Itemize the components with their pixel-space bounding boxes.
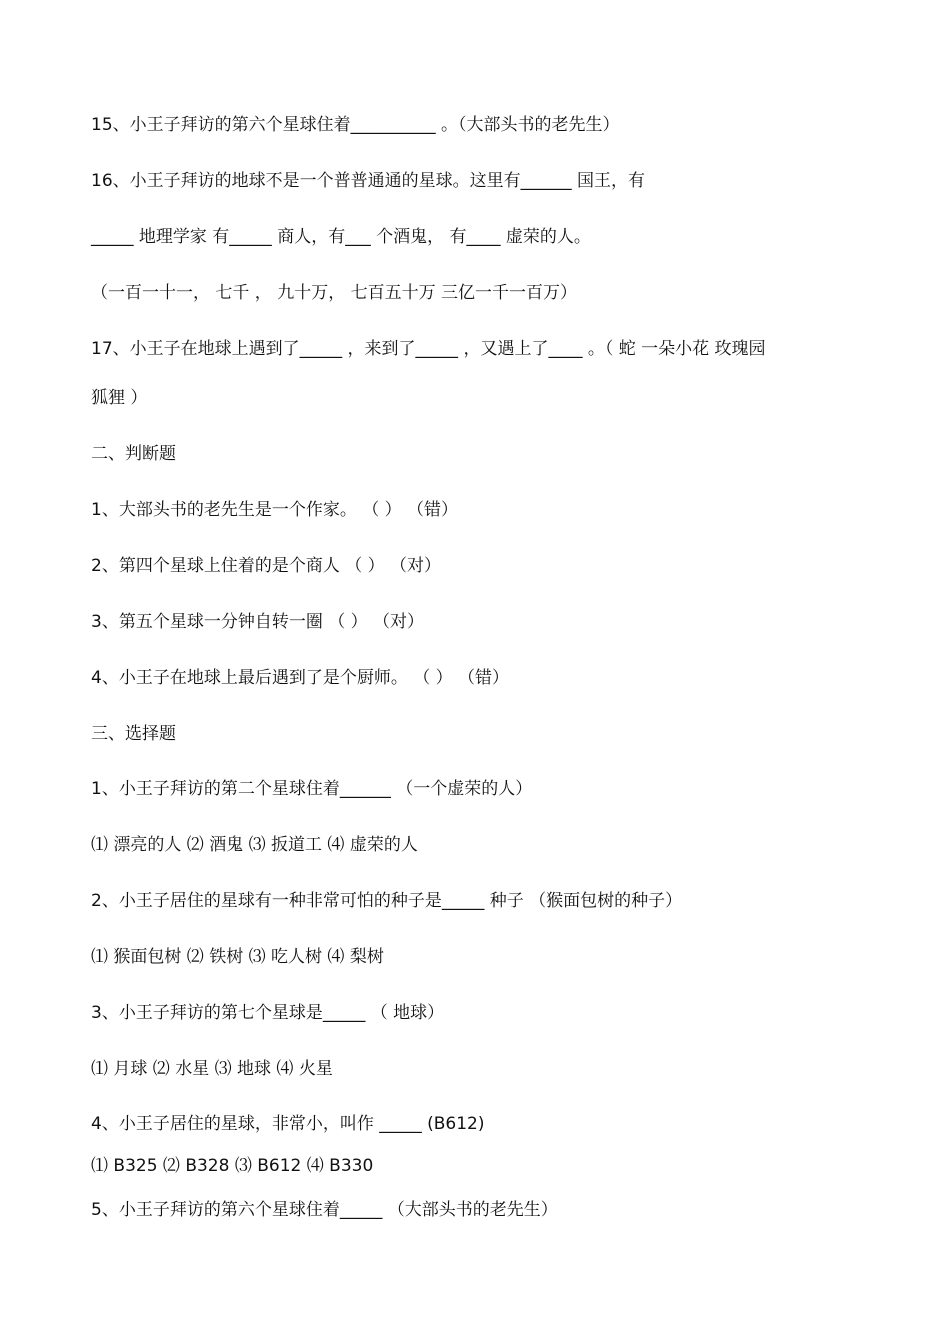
choice-options: ⑴ 月球 ⑵ 水星 ⑶ 地球 ⑷ 火星 [91, 1059, 333, 1079]
choice-question: 2、小王子居住的星球有一种非常可怕的种子是_____ 种子 （猴面包树的种子） [91, 891, 683, 911]
question-16-options: （一百一十一， 七千 ， 九十万， 七百五十万 三亿一千一百万） [91, 283, 578, 303]
choice-question: 1、小王子拜访的第二个星球住着______ （一个虚荣的人） [91, 779, 533, 799]
question-16-continued: _____ 地理学家 有_____ 商人，有___ 个酒鬼， 有____ 虚荣的人。 [91, 227, 591, 247]
section-multiple-choice-heading: 三、选择题 [91, 724, 176, 744]
true-false-item: 1、大部头书的老先生是一个作家。 （ ） （错） [91, 500, 459, 520]
question-17-continued: 狐狸 ） [91, 388, 148, 408]
question-15: 15、小王子拜访的第六个星球住着__________ 。（大部头书的老先生） [91, 115, 620, 135]
question-16: 16、小王子拜访的地球不是一个普普通通的星球。这里有______ 国王，有 [91, 171, 646, 191]
choice-options: ⑴ 漂亮的人 ⑵ 酒鬼 ⑶ 扳道工 ⑷ 虚荣的人 [91, 835, 418, 855]
choice-question: 4、小王子居住的星球，非常小，叫作 _____ (B612) [91, 1114, 485, 1134]
true-false-item: 3、第五个星球一分钟自转一圈 （ ） （对） [91, 612, 425, 632]
choice-question: 5、小王子拜访的第六个星球住着_____ （大部头书的老先生） [91, 1200, 558, 1220]
true-false-item: 4、小王子在地球上最后遇到了是个厨师。 （ ） （错） [91, 668, 510, 688]
choice-question: 3、小王子拜访的第七个星球是_____ （ 地球） [91, 1003, 445, 1023]
choice-options: ⑴ 猴面包树 ⑵ 铁树 ⑶ 吃人树 ⑷ 梨树 [91, 947, 384, 967]
choice-options: ⑴ B325 ⑵ B328 ⑶ B612 ⑷ B330 [91, 1156, 374, 1176]
question-17: 17、小王子在地球上遇到了_____ ，来到了_____ ，又遇上了____ 。（ 蛇 一朵小花 玫瑰园 [91, 339, 766, 359]
section-true-false-heading: 二、判断题 [91, 444, 176, 464]
true-false-item: 2、第四个星球上住着的是个商人 （ ） （对） [91, 556, 442, 576]
